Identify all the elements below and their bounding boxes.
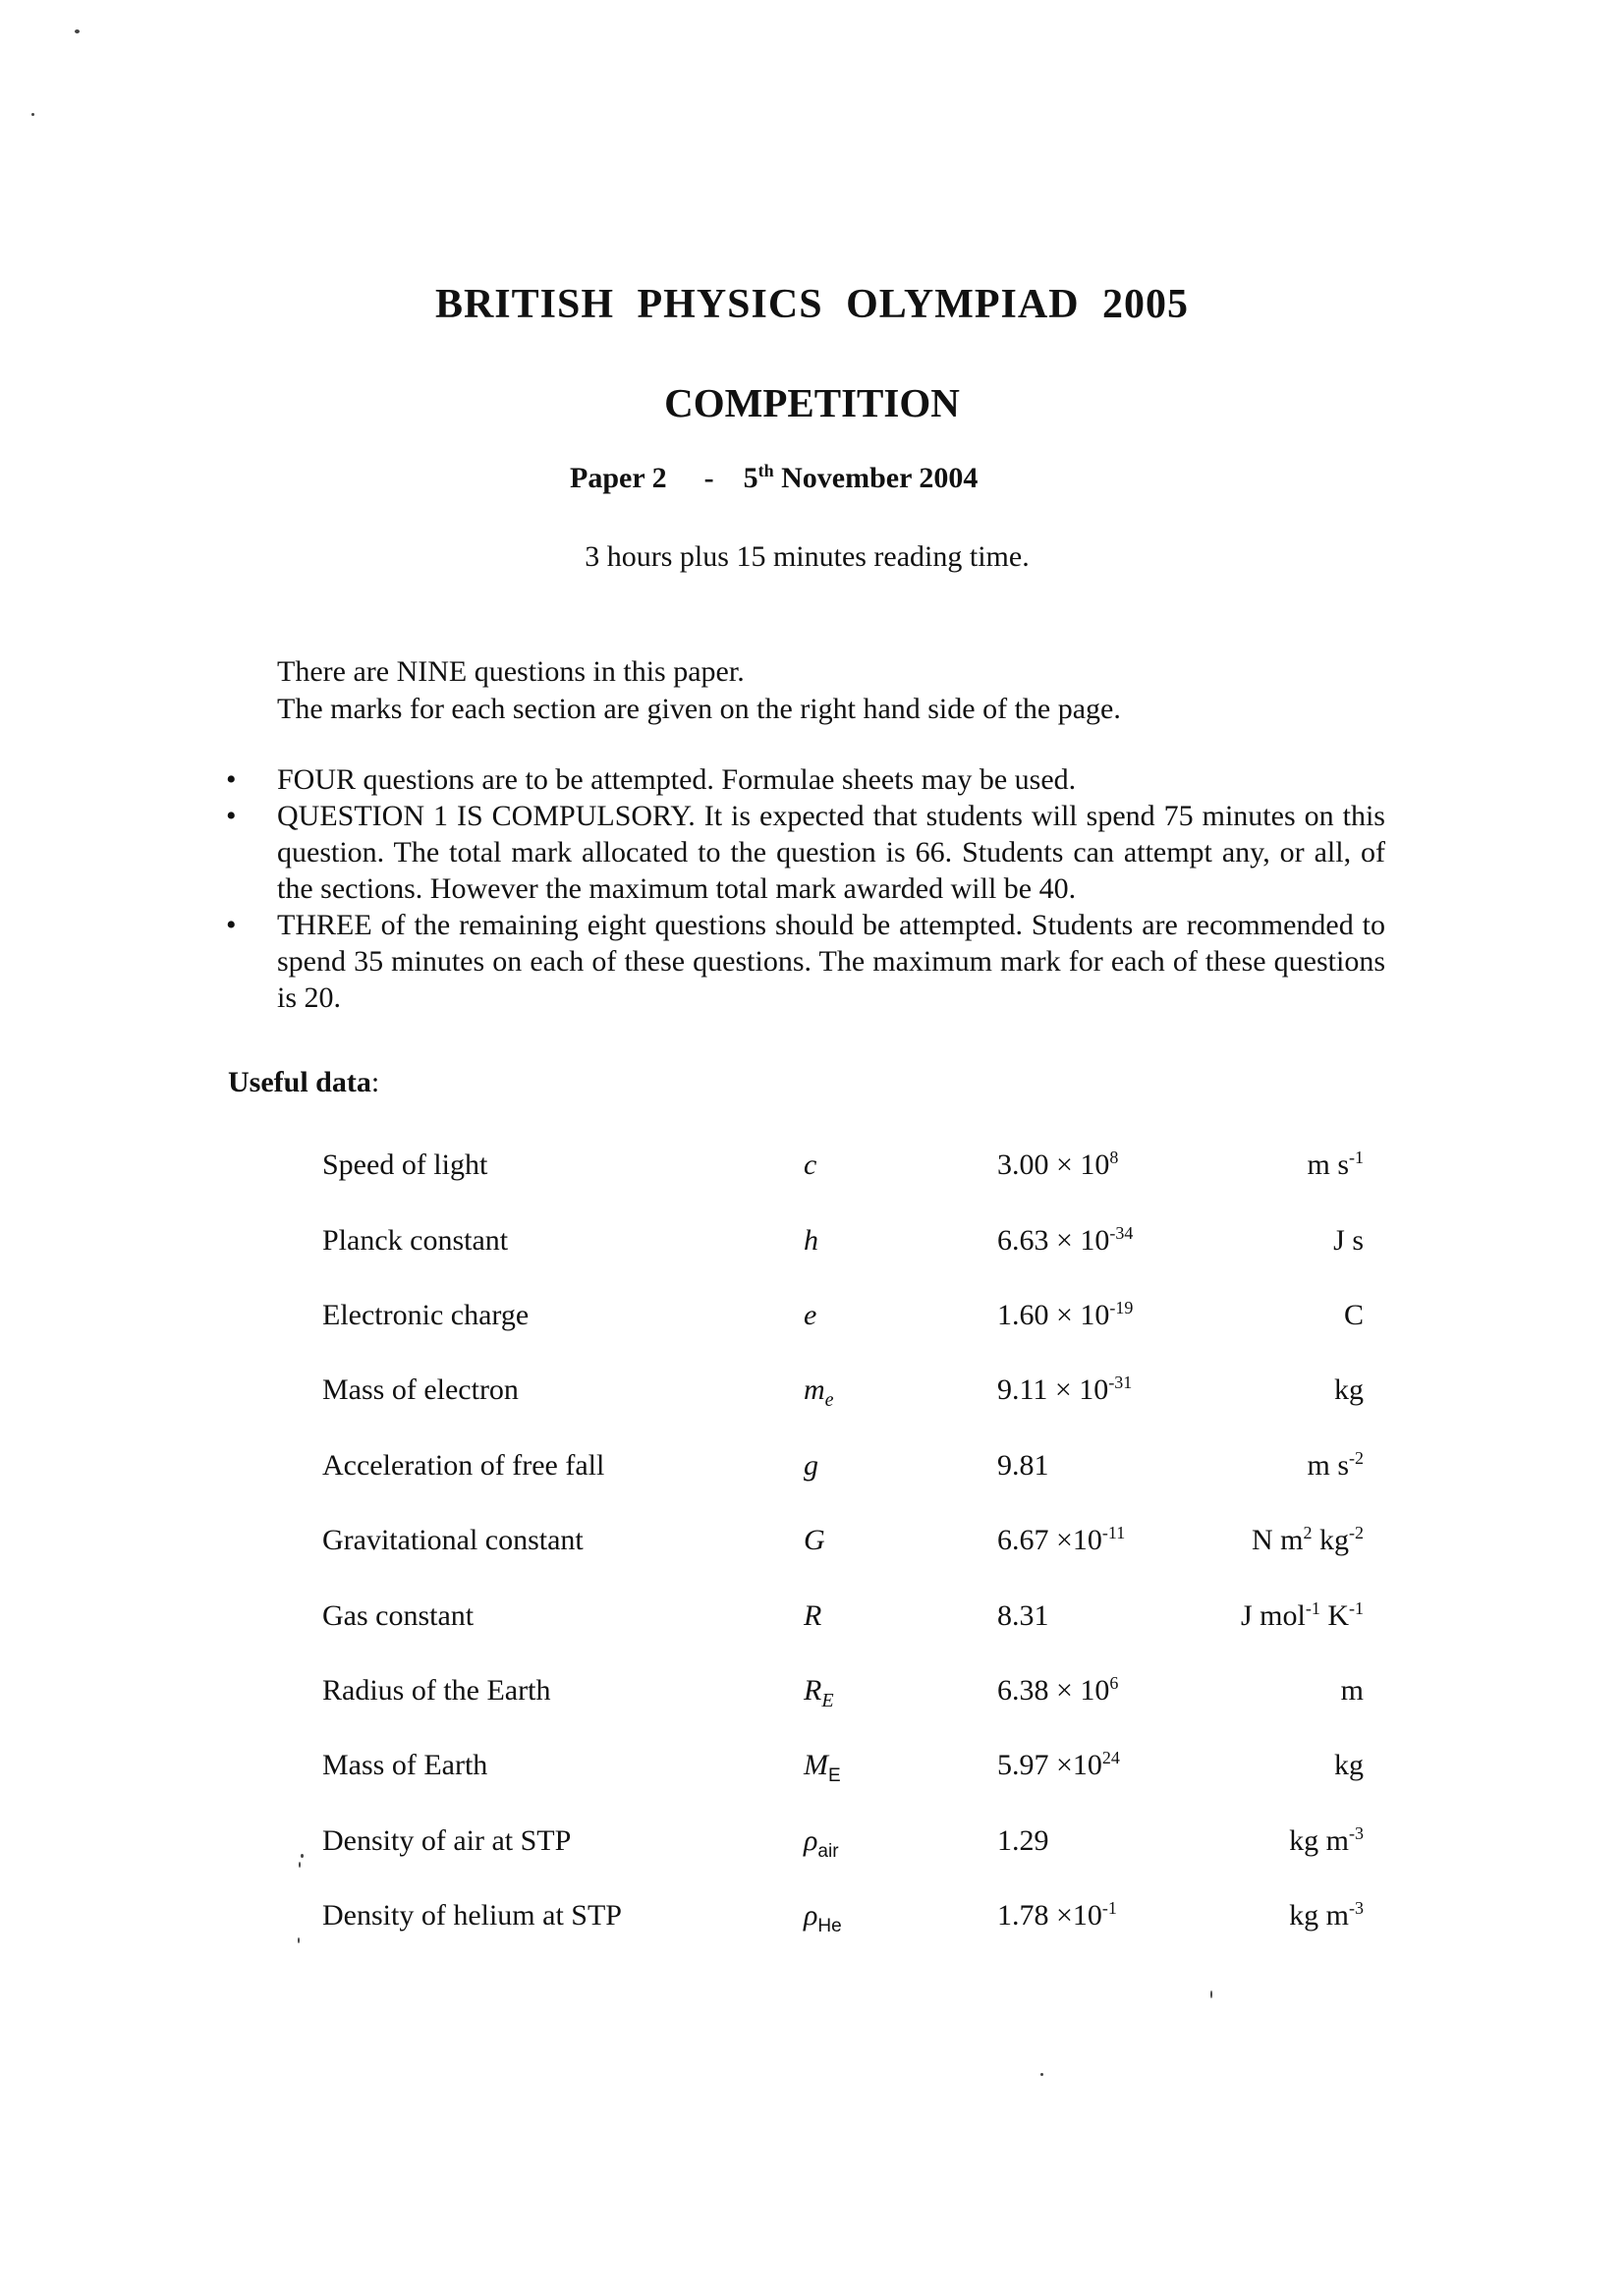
table-row	[322, 1128, 1364, 1203]
constant-unit: N $m^2$ $kg^{-2}$	[1252, 1523, 1364, 1557]
table-row	[322, 1578, 1364, 1652]
intro-text	[277, 653, 1121, 728]
constant-value: $5.97 \times 10^{24}$	[997, 1748, 1120, 1782]
constant-name: Gravitational constant	[322, 1524, 584, 1557]
constant-name: Gas constant	[322, 1598, 475, 1632]
constant-name: Speed of light	[322, 1148, 488, 1182]
scan-speck	[299, 1862, 301, 1868]
useful-data-heading	[228, 1066, 379, 1099]
title-word: OLYMPIAD	[846, 282, 1080, 327]
date-ordinal: th	[757, 461, 774, 480]
constant-name: Acceleration of free fall	[322, 1448, 605, 1482]
constant-symbol: $M_E$	[804, 1749, 841, 1787]
constant-value: $6.63 \times 10^{-34}$	[997, 1222, 1134, 1257]
date-day: 5	[743, 462, 758, 494]
constant-unit: m	[1340, 1673, 1364, 1707]
constant-value: $6.67 \times 10^{-11}$	[997, 1523, 1126, 1557]
scan-speck	[1210, 1990, 1212, 1998]
title-word: 2005	[1102, 282, 1190, 327]
bullet-icon: •	[226, 800, 237, 832]
constant-unit: kg	[1334, 1373, 1364, 1407]
constant-symbol: $m_e$	[804, 1373, 834, 1412]
table-row	[322, 1278, 1364, 1353]
instruction-item	[226, 761, 1385, 798]
constant-value: $1.78 \times 10^{-1}$	[997, 1898, 1117, 1932]
table-row	[322, 1503, 1364, 1578]
constant-symbol: g	[804, 1448, 818, 1482]
page-title	[0, 281, 1624, 328]
scan-speck	[31, 113, 34, 116]
constant-name: Mass of electron	[322, 1373, 519, 1407]
constant-unit: C	[1343, 1298, 1364, 1331]
title-word: BRITISH	[434, 282, 615, 327]
scan-speck	[75, 29, 80, 33]
useful-data-label: Useful data	[228, 1066, 371, 1098]
constant-unit: m $s^{-2}$	[1307, 1447, 1364, 1482]
constant-name: Radius of the Earth	[322, 1673, 551, 1707]
exam-duration: 3 hours plus 15 minutes reading time.	[585, 540, 1030, 573]
constant-value: 8.31	[997, 1598, 1049, 1632]
constant-symbol: $\rho_{air}$	[804, 1823, 839, 1862]
constant-unit: kg $m^{-3}$	[1289, 1822, 1364, 1857]
constant-symbol: h	[804, 1223, 818, 1257]
bullet-icon: •	[226, 763, 237, 796]
constant-symbol: $R_E$	[804, 1673, 834, 1711]
constant-name: Planck constant	[322, 1223, 509, 1257]
constant-name: Mass of Earth	[322, 1749, 488, 1782]
paper-dash: -	[703, 462, 714, 494]
table-row	[322, 1653, 1364, 1728]
constant-unit: kg $m^{-3}$	[1289, 1898, 1364, 1932]
title-word: PHYSICS	[637, 282, 823, 327]
instruction-text: QUESTION 1 IS COMPULSORY. It is expected that students will spend 75 minutes on this question. The total mark allocated to the question is 66. Students can attempt any, or all, of the sections. However the maximum total mark awarded will be 40.	[277, 800, 1385, 905]
date-month-year: November 2004	[773, 462, 979, 494]
paper-date-line	[570, 462, 978, 495]
instruction-text: FOUR questions are to be attempted. Formulae sheets may be used.	[277, 763, 1077, 796]
constant-symbol: G	[804, 1524, 825, 1557]
scan-speck	[1040, 2073, 1043, 2076]
table-row	[322, 1878, 1364, 1953]
paper-number: Paper 2	[570, 462, 667, 494]
table-row	[322, 1728, 1364, 1803]
constant-name: Density of air at STP	[322, 1823, 572, 1857]
useful-data-colon: :	[370, 1066, 380, 1098]
table-row	[322, 1428, 1364, 1503]
scan-speck	[301, 1854, 304, 1858]
table-row	[322, 1804, 1364, 1878]
constant-symbol: e	[804, 1298, 817, 1331]
constant-unit: J mol$^{-1}$ $K^{-1}$	[1240, 1597, 1364, 1632]
table-row	[322, 1353, 1364, 1428]
constant-value: $1.60 \times 10^{-19}$	[997, 1297, 1134, 1331]
constant-value: $6.38 \times 10^6$	[997, 1672, 1119, 1707]
bullet-icon: •	[226, 909, 237, 941]
constant-unit: J s	[1333, 1223, 1364, 1257]
constant-name: Density of helium at STP	[322, 1899, 622, 1932]
intro-line: The marks for each section are given on the right hand side of the page.	[277, 693, 1121, 725]
constant-symbol: $\rho_{He}$	[804, 1899, 842, 1937]
constant-name: Electronic charge	[322, 1298, 530, 1331]
constant-unit: m $s^{-1}$	[1307, 1148, 1364, 1182]
constants-table	[322, 1128, 1364, 1953]
constant-value: $3.00 \times 10^8$	[997, 1148, 1119, 1182]
table-row	[322, 1203, 1364, 1277]
instruction-item	[226, 798, 1385, 907]
constant-value: $9.11 \times 10^{-31}$	[997, 1372, 1133, 1407]
scan-speck	[298, 1937, 300, 1943]
constant-value: 9.81	[997, 1448, 1049, 1482]
constant-symbol: c	[804, 1148, 817, 1182]
instruction-text: THREE of the remaining eight questions should be attempted. Students are recommended to spend 35 minutes on each of these questions. The maximum mark for each of these questions is 20.	[277, 909, 1385, 1014]
intro-line: There are NINE questions in this paper.	[277, 655, 745, 688]
constant-value: 1.29	[997, 1823, 1049, 1857]
competition-heading: COMPETITION	[664, 380, 960, 425]
constant-symbol: R	[804, 1598, 822, 1632]
exam-date	[744, 462, 979, 494]
instructions-list	[226, 761, 1385, 1016]
instruction-item	[226, 907, 1385, 1016]
constant-unit: kg	[1334, 1749, 1364, 1782]
